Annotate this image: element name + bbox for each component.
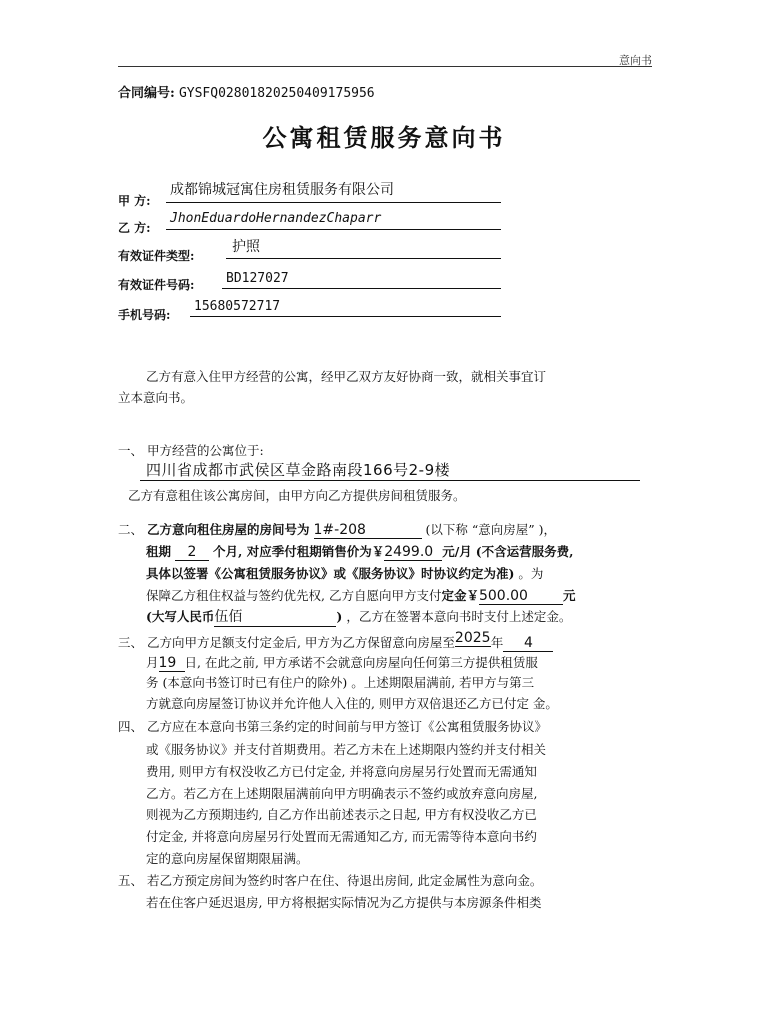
- section-3-row-4: 方就意向房屋签订协议并允许他人入住的, 则甲方双倍退还乙方已付定 金。: [146, 696, 558, 711]
- deposit-amount: 500.00: [479, 588, 563, 605]
- hold-day: 19: [159, 655, 185, 672]
- page-title: 公寓租赁服务意向书: [262, 123, 506, 152]
- section-5-row-1: 五、 若乙方预定房间为签约时客户在住、待退出房间, 此定金属性为意向金。: [118, 873, 543, 888]
- room-number: 1#-208: [314, 522, 422, 539]
- section-1-line: 乙方有意租住该公寓房间，由甲方向乙方提供房间租赁服务。: [128, 488, 466, 503]
- intro-line-1: 乙方有意入住甲方经营的公寓，经甲乙双方友好协商一致，就相关事宜订: [146, 369, 547, 384]
- s2-t3: 租期: [146, 544, 172, 559]
- lease-months: 2: [175, 544, 209, 561]
- section-4-row-4: 乙方。若乙方在上述期限届满前向甲方明确表示不签约或放弃意向房屋,: [146, 786, 538, 801]
- s2-t11: 元: [562, 588, 576, 603]
- header-rule: [118, 66, 652, 67]
- s2-t8: 。为: [518, 566, 544, 581]
- s2-t12: (大写人民币: [146, 609, 215, 624]
- phone-label: 手机号码:: [118, 308, 171, 322]
- section-4-row-7: 定的意向房屋保留期限届满。: [146, 851, 309, 866]
- section-4-row-1: 四、 乙方应在本意向书第三条约定的时间前与甲方签订《公寓租赁服务协议》: [118, 719, 547, 734]
- id-type-label: 有效证件类型:: [118, 249, 195, 263]
- s2-t7: 具体以签署《公寓租赁服务协议》或《服务协议》时协议约定为准): [146, 566, 515, 581]
- hold-month: 4: [503, 635, 553, 652]
- s3-t3: 月: [146, 655, 159, 670]
- s3-t1: 三、 乙方向甲方足额支付定金后, 甲方为乙方保留意向房屋至: [118, 635, 455, 650]
- section-4-row-3: 费用, 则甲方有权没收乙方已付定金, 并将意向房屋另行处置而无需通知: [146, 764, 537, 779]
- id-type-value: 护照: [232, 239, 260, 255]
- section-1-heading: 一、 甲方经营的公寓位于:: [118, 443, 264, 458]
- section-4-row-2: 或《服务协议》并支付首期费用。若乙方未在上述期限内签约并支付相关: [146, 742, 547, 757]
- section-2-num: 二、: [118, 522, 144, 537]
- s3-t4: 日, 在此之前, 甲方承诺不会就意向房屋向任何第三方提供租赁服: [184, 655, 538, 670]
- contract-number-label: 合同编号:: [118, 86, 175, 101]
- id-number-value: BD127027: [226, 271, 289, 286]
- section-4-row-6: 付定金, 并将意向房屋另行处置而无需通知乙方, 而无需等待本意向书约: [146, 829, 537, 844]
- section-3-row-2: [146, 653, 538, 672]
- section-2-row-2: [146, 542, 574, 561]
- party-b-underline: [166, 229, 501, 230]
- party-a-underline: [166, 202, 501, 203]
- deposit-chinese: 伍佰: [214, 606, 336, 627]
- hold-year: 2025: [454, 630, 491, 646]
- phone-underline: [190, 316, 501, 317]
- section-5-row-2: 若在住客户延迟退房, 甲方将根据实际情况为乙方提供与本房源条件相类: [146, 895, 542, 910]
- s2-t13: ): [336, 609, 343, 624]
- s2-t1: 乙方意向租住房屋的房间号为: [147, 522, 310, 537]
- party-b-label: 乙 方:: [118, 221, 151, 235]
- s2-t9: 保障乙方租住权益与签约优先权, 乙方自愿向甲方支付: [146, 588, 442, 603]
- id-number-underline: [222, 288, 501, 289]
- party-a-label: 甲 方:: [118, 194, 151, 208]
- header-tag: 意向书: [619, 54, 652, 67]
- s3-t2: 年: [490, 635, 504, 650]
- contract-number-row: [118, 82, 375, 101]
- s2-t10: 定金￥: [441, 588, 479, 603]
- s2-t14: ，乙方在签署本意向书时支付上述定金。: [346, 609, 572, 624]
- s2-t5: 元/月: [442, 544, 472, 559]
- id-type-underline: [226, 258, 501, 259]
- phone-value: 15680572717: [194, 299, 281, 314]
- section-4-row-5: 则视为乙方预期违约, 自乙方作出前述表示之日起, 甲方有权没收乙方已: [146, 807, 537, 822]
- section-2-row-3: [146, 564, 543, 582]
- section-2-row-5: [146, 606, 571, 627]
- monthly-price: 2499.0: [384, 544, 442, 561]
- s2-t2: (以下称 “意向房屋” )，: [425, 522, 556, 537]
- contract-number: GYSFQ02801820250409175956: [178, 86, 375, 101]
- id-number-label: 有效证件号码:: [118, 278, 195, 292]
- section-2-row-4: [146, 586, 575, 605]
- party-a-value: 成都锦城冠寓住房租赁服务有限公司: [170, 182, 394, 198]
- section-2-row-1: [118, 520, 556, 539]
- apartment-address: 四川省成都市武侯区草金路南段166号2-9楼: [146, 461, 451, 479]
- section-3-row-1: [118, 630, 553, 652]
- s2-t4: 个月, 对应季付租期销售价为￥: [212, 544, 385, 559]
- intro-line-2: 立本意向书。: [118, 390, 194, 405]
- s2-t6: (不含运营服务费,: [475, 544, 574, 559]
- party-b-value: JhonEduardoHernandezChaparr: [170, 211, 382, 226]
- section-3-row-3: 务 (本意向书签订时已有住户的除外) 。上述期限届满前, 若甲方与第三: [146, 675, 535, 690]
- address-underline: [140, 480, 640, 481]
